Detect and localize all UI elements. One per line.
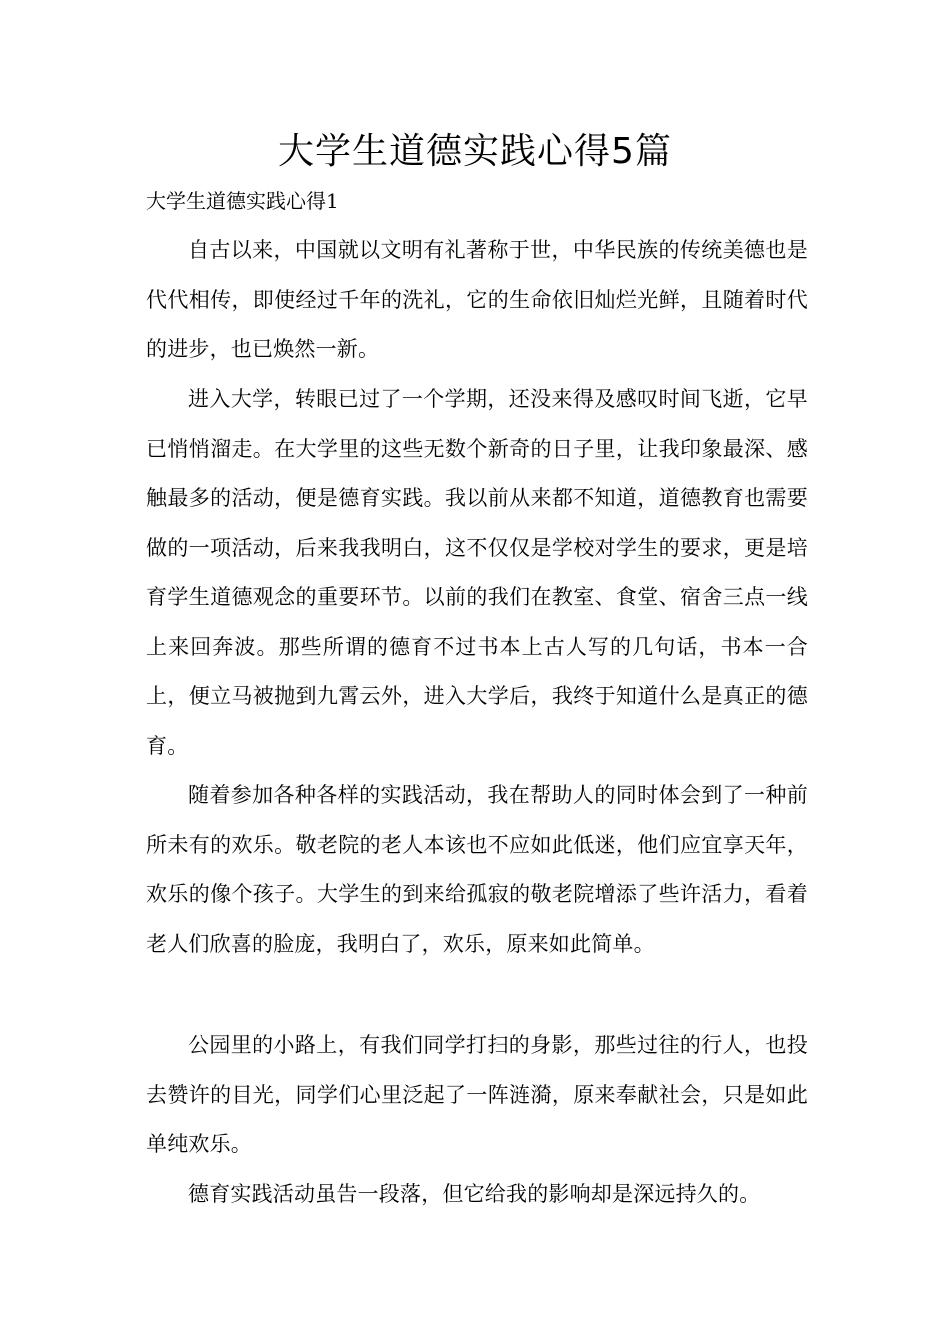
section-heading: 大学生道德实践心得1 <box>146 189 339 213</box>
document-title: 大学生道德实践心得5篇 <box>278 131 672 172</box>
paragraph-2: 进入大学，转眼已过了一个学期，还没来得及感叹时间飞逝，它早已悄悄溜走。在大学里的这些无数个新奇的日子里，让我印象最深、感触最多的活动，便是德育实践。我以前从来都不知道，道德教育也需要做的一项活动，后来我我明白，这不仅仅是学校对学生的要求，更是培育学生道德观念的重要环节。以前的我们在教室、食堂、宿舍三点一线上来回奔波。那些所谓的德育不过书本上古人写的几句话，书本一合上，便立马被抛到九霄云外，进入大学后，我终于知道什么是真正的德育。 <box>146 387 808 758</box>
paragraph-4: 公园里的小路上，有我们同学打扫的身影，那些过往的行人，也投去赞许的目光，同学们心里泛起了一阵涟漪，原来奉献社会，只是如此单纯欢乐。 <box>146 1033 808 1156</box>
paragraph-3: 随着参加各种各样的实践活动，我在帮助人的同时体会到了一种前所未有的欢乐。敬老院的老人本该也不应如此低迷，他们应宜享天年，欢乐的像个孩子。大学生的到来给孤寂的敬老院增添了些许活力，看着老人们欣喜的脸庞，我明白了，欢乐，原来如此简单。 <box>146 783 808 956</box>
paragraph-5: 德育实践活动虽告一段落，但它给我的影响却是深远持久的。 <box>188 1182 761 1206</box>
paragraph-1: 自古以来，中国就以文明有礼著称于世，中华民族的传统美德也是代代相传，即使经过千年的洗礼，它的生命依旧灿烂光鲜，且随着时代的进步，也已焕然一新。 <box>146 238 808 361</box>
